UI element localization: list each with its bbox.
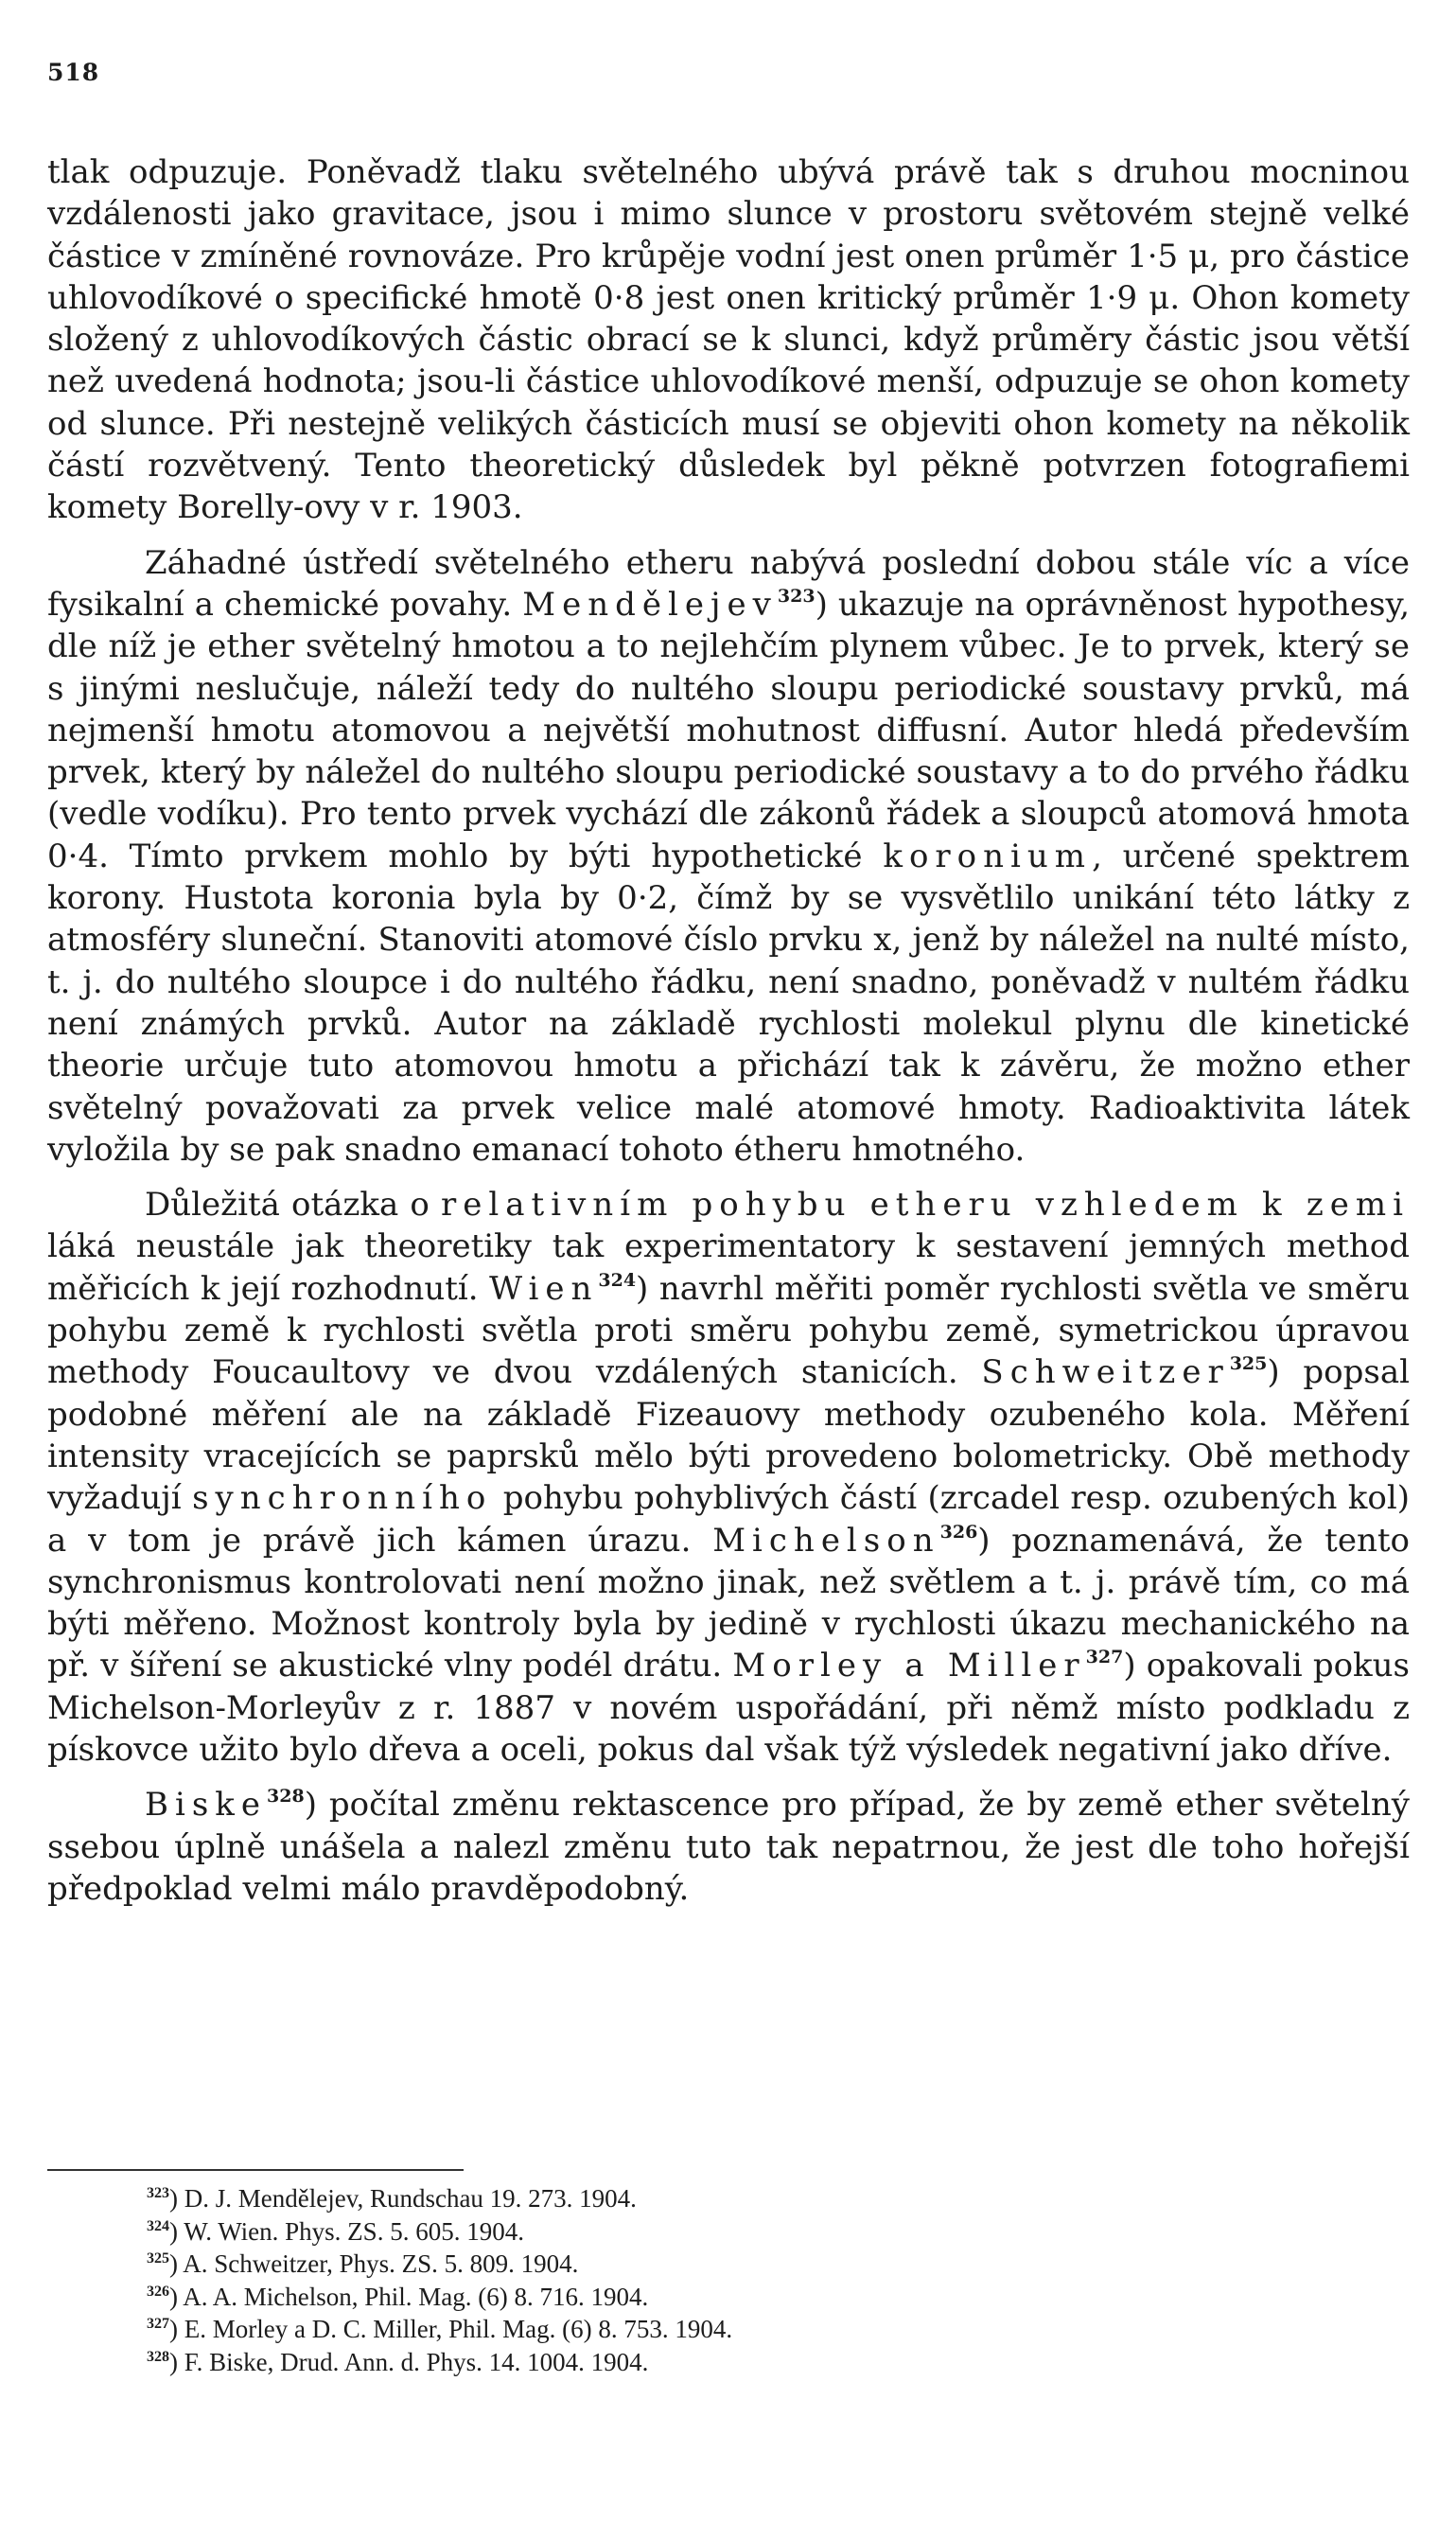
footnote-ref: 326 xyxy=(939,1521,978,1543)
emphasized-text: koronium xyxy=(883,837,1093,875)
footnote-ref: 328 xyxy=(267,1786,305,1808)
emphasized-text: Morley a Miller xyxy=(732,1647,1086,1685)
text-run: ) ukazuje na oprávněnost hypothesy, dle níž je ether světelný hmotou a to nejlehčím plynem vůbec. Je to prvek, který se s jinými neslučuje, náleží tedy do nultého sloupu periodické soustavy prvků, má nejmenší hmotu atomovou a největší mohutnost diffusní. Autor hledá především prvek, který by náležel do nultého sloupu periodické soustavy a to do prvého řádku (vedle vodíku). Pro tento prvek vychází dle zákonů řádek a sloupců atomová hmota 0·4. Tímto prvkem mohlo by býti hypothetické xyxy=(47,585,1411,875)
footnote-ref: 324 xyxy=(598,1269,637,1291)
page-number: 518 xyxy=(47,59,100,86)
text-run: ) popsal podobné měření ale na základě Fizeauovy methody ozubeného kola. Měření intensity vracejících se paprsků mělo býti provedeno bolometricky. Obě methody vyžadují xyxy=(47,1353,1411,1518)
footnote-ref: 323 xyxy=(777,585,816,607)
footnote xyxy=(147,2346,1282,2379)
footnote xyxy=(147,2215,1282,2249)
footnote-text: ) A. A. Michelson, Phil. Mag. (6) 8. 716. 1904. xyxy=(169,2282,649,2311)
text-run: ) počítal změnu rektascence pro případ, že by země ether světelný ssebou úplně unášela a nalezl změnu tuto tak nepatrnou, že jest dle toho hořejší předpoklad velmi málo pravděpodobný. xyxy=(47,1786,1410,1908)
text-run: Záhadné ústředí světelného etheru nabývá poslední dobou stále víc a více fysikalní a chemické povahy. xyxy=(47,543,1410,624)
emphasized-text: relativním pohybu etheru vzhledem k zemi xyxy=(441,1186,1410,1225)
footnotes xyxy=(147,2182,1282,2378)
text-run: láká neustále jak theoretiky tak experimentatory k sestavení jemných method měřicích k její rozhodnutí. xyxy=(47,1227,1410,1308)
text-run: Důležitá otázka o xyxy=(145,1186,442,1225)
footnote-number: 327 xyxy=(147,2316,169,2332)
footnote-number: 326 xyxy=(147,2283,169,2300)
paragraph xyxy=(47,1184,1410,1771)
emphasized-text: Mendělejev xyxy=(522,585,778,624)
footnote-text: ) D. J. Mendělejev, Rundschau 19. 273. 1904. xyxy=(169,2184,637,2213)
emphasized-text: Wien xyxy=(489,1269,599,1308)
footnote-number: 325 xyxy=(147,2250,169,2267)
text-run: ) opakovali pokus Michelson-Morleyův z r. 1887 v novém uspořádání, při němž místo podkladu z pískovce užito bylo dřeva a oceli, pokus dal však týž výsledek negativní jako dříve. xyxy=(47,1647,1411,1769)
footnote-divider xyxy=(47,2169,464,2171)
text-run: ) navrhl měřiti poměr rychlosti světla ve směru pohybu země k rychlosti světla proti směru pohybu země, symetrickou úpravou methody Foucaultovy ve dvou vzdálených stanicích. xyxy=(47,1269,1411,1392)
text-run: , určené spektrem korony. Hustota koronia byla by 0·2, čímž by se vysvětlilo unikání této látky z atmosféry sluneční. Stanoviti atomové číslo prvku x, jenž by náležel na nulté místo, t. j. do nultého sloupce i do nultého řádku, není snadno, poněvadž v nultém řádku není známých prvků. Autor na základě rychlosti molekul plynu dle kinetické theorie určuje tuto atomovou hmotu a přichází tak k závěru, že možno ether světelný považovati za prvek velice malé atomové hmoty. Radioaktivita látek vyložila by se pak snadno emanací tohoto étheru hmotného. xyxy=(47,837,1411,1169)
footnote-number: 323 xyxy=(147,2185,169,2201)
footnote-ref: 325 xyxy=(1229,1353,1268,1375)
footnote-text: ) F. Biske, Drud. Ann. d. Phys. 14. 1004. 1904. xyxy=(169,2347,649,2376)
emphasized-text: Schweitzer xyxy=(981,1353,1230,1392)
footnote xyxy=(147,2281,1282,2314)
text-run: pohybu pohyblivých částí (zrcadel resp. ozubených kol) a v tom je právě jich kámen úrazu. xyxy=(47,1479,1410,1560)
footnote-number: 328 xyxy=(147,2348,169,2365)
footnote xyxy=(147,2313,1282,2346)
emphasized-text: Biske xyxy=(145,1786,268,1825)
emphasized-text: synchronního xyxy=(192,1479,493,1518)
emphasized-text: Michelson xyxy=(712,1521,940,1560)
body-text xyxy=(47,151,1410,1910)
footnote-text: ) E. Morley a D. C. Miller, Phil. Mag. (6) 8. 753. 1904. xyxy=(169,2315,733,2343)
paragraph xyxy=(47,542,1410,1171)
footnote xyxy=(147,2182,1282,2215)
footnote-ref: 327 xyxy=(1085,1647,1124,1668)
footnote-text: ) W. Wien. Phys. ZS. 5. 605. 1904. xyxy=(169,2216,524,2246)
text-run: tlak odpuzuje. Poněvadž tlaku světelného ubývá právě tak s druhou mocninou vzdálenosti jako gravitace, jsou i mimo slunce v prostoru světovém stejně velké částice v zmíněné rovnováze. Pro krůpěje vodní jest onen průměr 1·5 μ, pro částice uhlovodíkové o specifické hmotě 0·8 jest onen kritický průměr 1·9 μ. Ohon komety složený z uhlovodíkových částic obrací se k slunci, když průměry částic jsou větší než uvedená hodnota; jsou-li částice uhlovodíkové menší, odpuzuje se ohon komety od slunce. Při nestejně velikých částicích musí se objeviti ohon komety na několik částí rozvětvený. Tento theoretický důsledek byl pěkně potvrzen fotografiemi komety Borelly-ovy v r. 1903. xyxy=(47,153,1410,527)
paragraph xyxy=(47,151,1410,529)
paragraph xyxy=(47,1784,1410,1910)
footnote-number: 324 xyxy=(147,2217,169,2234)
text-run: ) poznamenává, že tento synchronismus kontrolovati není možno jinak, než světlem a t. j. právě tím, co má býti měřeno. Možnost kontroly byla by jedině v rychlosti úkazu mechanického na př. v šíření se akustické vlny podél drátu. xyxy=(47,1521,1410,1685)
footnote xyxy=(147,2248,1282,2281)
footnote-text: ) A. Schweitzer, Phys. ZS. 5. 809. 1904. xyxy=(169,2249,579,2278)
